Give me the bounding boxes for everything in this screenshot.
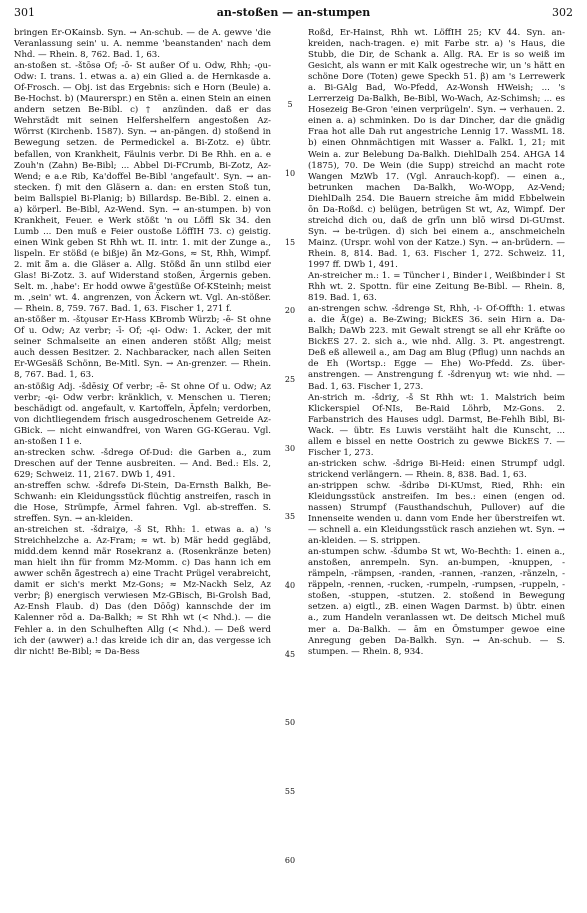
entry-paragraph: bringen Er-OKainsb. Syn. → An-schub. — de A. gewve 'die Veranlassung sein' u. A. nemme 'beanstanden' nach dem Nhd. — Rhein. 8, 762. Bad. 1, 63. <box>14 28 271 61</box>
entry-paragraph: An-streicher m.: 1. = Tüncher↓, Binder↓, Weißbinder↓ St Rhh wt. 2. Spottn. für eine Zeitung Be-Bibl. — Rhein. 8, 819. Bad. 1, 63. <box>308 271 565 304</box>
line-number: 35 <box>284 512 296 521</box>
line-number: 10 <box>284 169 296 178</box>
entry-paragraph: an-stößer m. -štǫusər Er-Hass KBromb Würzb; -ē- St ohne Of u. Odw; Az verbr; -ī- Of; -ęi- Odw: 1. Acker, der mit seiner Schmalseite an einen anderen stößt Allg; meist auch dessen Besitzer. 2. Nachbaracker, nach allen Seiten Er-WGesäß Schönn, Be-Mitl. Syn. → An-grenzer. — Rhein. 8, 767. Bad. 1, 63. <box>14 315 271 381</box>
right-column <box>308 28 565 658</box>
line-number: 5 <box>287 100 293 109</box>
line-number: 45 <box>284 650 296 659</box>
line-number: 30 <box>284 444 296 453</box>
line-number: 50 <box>284 718 296 727</box>
entry-paragraph: An-strich m. -šdriχ, -š St Rhh wt: 1. Malstrich beim Klickerspiel Of-NIs, Be-Raid Löhrb, Mz-Gons. 2. Farbanstrich des Hauses udgl. Darmst, Be-Fehlh Bibl, Bi-Wack. — übtr. Es Luwis verstäiht halt die Kunscht, ... allem e bissel en nette Oostrich zu gewwe BickES 7. — Fischer 1, 273. <box>308 392 565 458</box>
entry-paragraph: an-streichen st. -šdraiχə, -š St, Rhh: 1. etwas a. a) 's Streichhelzche a. Az-Fram; ≈ wt. b) Mär hedd geglābd, midd.dem kennd mär Rosekranz a. (Rosenkränze beten) man hielt ihn für fromm Mz-Momm. c) Das hann ich em awwer schē̃n ā̃gestrech a) eine Tracht Prügel verabreicht, damit er sich's merkt Mz-Gons; ≈ Mz-Nackh Selz, Az verbr; β) energisch verwiesen Mz-GBisch, Bi-Grolsh Bad, Az-Ensh Flaub. d) Das (den Dōōg) kannschde der im Kalenner rōd a. Da-Balkh; ≈ St Rhh wt (< Nhd.). — die Fehler a. in den Schulheften Allg (< Nhd.). — Deß werd ich der (awwer) a.! das kreide ich dir an, das vergesse ich dir nicht! Be-Bibl; ≈ Da-Bess <box>14 525 271 657</box>
header-title: an-stoßen — an-stumpen <box>216 6 371 19</box>
left-column <box>14 28 271 658</box>
entry-paragraph: an-stoßen st. -štōsə Of; -ō- St außer Of u. Odw, Rhh; -ǫu- Odw: I. trans. 1. etwas a. a) ein Glied a. de Hernkasde a. Of-Frosch. — Obj. ist das Ergebnis: sich e Horn (Beule) a. Be-Hochst. b) (Maurerspr.) en Stẽn a. einen Stein an einen andern setzen Be-Bibl. c) † anzünden. daß er das Wehrstädt mit seinen Helfershelfern angestoßen Az-Wörrst (Kirchenb. 1587). Syn. → an-pängen. d) stoßend in Bewegung setzen. de Permedickel a. Bi-Zotz. e) übtr. befallen, von Krankheit, Fäulnis verbr. Di Be Rhh. en a. e Zouh'n (Zahn) Be-Bibl; ... Abbel Di-FCrumb, Bi-Zotz, Az-Wend; e a.e Rib, Ka'doffel Be-Bibl 'angefault'. Syn. → an-stecken. f) mit den Gläsern a. dan: en ersten Stoß tun, beim Ballspiel Bi-Planig; b) Billardsp. Be-Bibl. 2. einen a. a) körperl. Be-Bibl, Az-Wend. Syn. → an-stumpen. b) von Krankheit, Feuer. e Werk stößt 'n ou Löffl Sk 34. den Lumb ... Den muß e Feier oustoße LöffIH 73. c) geistig. einen Wink geben St Rhh wt. II. intr. 1. mit der Zunge a., lispeln. Er stößd (e bißje) ā̃n Mz-Gons, ≈ St, Rhh, Wimpf. 2. mit ā̃m a. die Gläser a. Allg. Stößd ā̃n unn stilbd eier Glas! Bi-Zotz. 3. auf Widerstand stoßen, Ärgernis geben. Selt. m. ,habe': Er hodd owwe ā̃'gestüße Of-KSteinh; meist m. ,sein' wt. 4. angrenzen, von Äckern wt. Vgl. An-stößer. — Rhein. 8, 759. 767. Bad. 1, 63. Fischer 1, 271 f. <box>14 61 271 315</box>
entry-paragraph: an-strengen schw. -šdrengə St, Rhh, -i- Of-Offth: 1. etwas a. die Ā̃(ge) a. Be-Zwing; BickES 36. sein Hirn a. Da-Balkh; DaWb 223. mit Gewalt strengt se all ehr Kräfte oo BickES 27. 2. sich a., wie nhd. Allg. 3. Pt. angestrengt. Deß eß alleweil a., am Dag am Blug (Pflug) unn nachds an de Eh (Wortsp.: Egge — Ehe) Wo-Pfedd. Zs. über-anstrengen. — Anstrengung f. -šdrenγuŋ wt: wie nhd. — Bad. 1, 63. Fischer 1, 273. <box>308 304 565 392</box>
line-number: 20 <box>284 306 296 315</box>
entry-paragraph: an-strippen schw. -šdribə Di-KUmst, Ried, Rhh: ein Kleidungsstück anstreifen. Im bes.: einen (engen od. nassen) Strumpf (Fausthandschuh, Pullover) auf die Innenseite wenden u. dann vom Ende her überstreifen wt. — schnell a. ein Kleidungsstück rasch anziehen wt. Syn. → an-kleiden. — S. strippen. <box>308 480 565 547</box>
line-number: 15 <box>284 238 296 247</box>
entry-paragraph: Roßd, Er-Hainst, Rhh wt. LöffIH 25; KV 44. Syn. an-kreiden, nach-tragen. e) mit Farbe str. a) 's Haus, die Stubb, die Dir, de Schank a. Allg. RA. Er is so weiß im Gesicht, als wann er mit Kalk ogestreche wir, un 's hätt en schöne Dore (Toten) gewe Speckh 51. β) am 's Lerrewerk a. Bi-GAlg Bad, Wo-Pfedd, Az-Wonsh HWeish; ... 's Lerrerzeig Da-Balkh, Be-Bibl, Wo-Wach, Az-Schimsh; ... es Hosezeig Be-Gron 'einen verprügeln'. Syn. → verhauen. 2. einen a. a) schminken. Do is dar Dincher, dar die gnädig Fraa hot alle Dah rut angestriche Lennig 17. WassML 18. b) einen Ohnmächtigen mit Wasser a. FalkL 1, 21; mit Wein a. zur Belebung Da-Balkh. DiehlDalh 254. AHGA 14 (1875), 70. De Wein (die Supp) streichd an macht rote Wangen MzWb 17. (Vgl. Anrauch-kopf). — einen a., betrunken machen Da-Balkh, Wo-WOpp, Az-Vend; DiehlDalh 254. Die Bauern streiche ām midd Ebbelwein ōn Da-Roßd. c) belügen, betrügen St wt, Az, Wimpf. Der streichd dich ou, daß de grī̃n unn blō wirsd Di-GUmst. Syn. → be-trügen. d) sich bei einem a., anschmeicheln Mainz. (Urspr. wohl von der Katze.) Syn. → an-brüdern. — Rhein. 8, 814. Bad. 1, 63. Fischer 1, 272. Schweiz. 11, 1997 ff. DWb 1, 491. <box>308 28 565 270</box>
page-number-left: 301 <box>14 6 35 19</box>
line-number: 40 <box>284 581 296 590</box>
line-number: 60 <box>284 856 296 865</box>
line-number: 25 <box>284 375 296 384</box>
entry-paragraph: an-stricken schw. -šdrigə Bi-Heid: einen Strumpf udgl. strickend verlängern. — Rhein. 8, 838. Bad. 1, 63. <box>308 458 565 480</box>
entry-paragraph: an-strecken schw. -šdregə Of-Dud: die Garben a., zum Dreschen auf der Tenne ausbreiten. — And. Bed.: Els. 2, 629; Schweiz. 11, 2167. DWb 1, 491. <box>14 447 271 480</box>
running-header <box>14 6 573 22</box>
line-number: 55 <box>284 787 296 796</box>
entry-paragraph: an-stumpen schw. -šdumbə St wt, Wo-Bechth: 1. einen a., anstoßen, anrempeln. Syn. an-bumpen, -knuppen, -rämpeln, -rämpsen, -randen, -rannen, -ranzen, -ränzeln, -räppeln, -rennen, -rucken, -rumpeln, -rumpsen, -ruppeln, -stoßen, -stuppen, -stutzen. 2. stoßend in Bewegung setzen. a) eigtl., zB. einen Wagen Darmst. b) übtr. einen a., zum Handeln veranlassen wt. De deitsch Michel muß mer a. Da-Balkh. — ām en Ōmstumper gewoe eine Anregung geben Da-Balkh. Syn. → An-schub. — S. stumpen. — Rhein. 8, 934. <box>308 547 565 657</box>
entry-paragraph: an-streffen schw. -šdrefə Di-Stein, Da-Ernsth Balkh, Be-Schwanh: ein Kleidungsstück flüchtig anstreifen, rasch in die Hose, Strümpfe, Ärmel fahren. Vgl. ab-streffen. S. streffen. Syn. → an-kleiden. <box>14 480 271 525</box>
page-number-right: 302 <box>552 6 573 19</box>
entry-paragraph: an-stößig Adj. -šdēsiχ Of verbr; -ē- St ohne Of u. Odw; Az verbr; -ęi- Odw verbr: kränklich, v. Menschen u. Tieren; beschädigt od. angefault, v. Kartoffeln, Äpfeln; verdorben, von dichtliegendem frisch ausgedroschenem Getreide Az-GBick. — nicht einwandfrei, von Waren GG-KGerau. Vgl. an-stoßen I 1 e. <box>14 381 271 447</box>
